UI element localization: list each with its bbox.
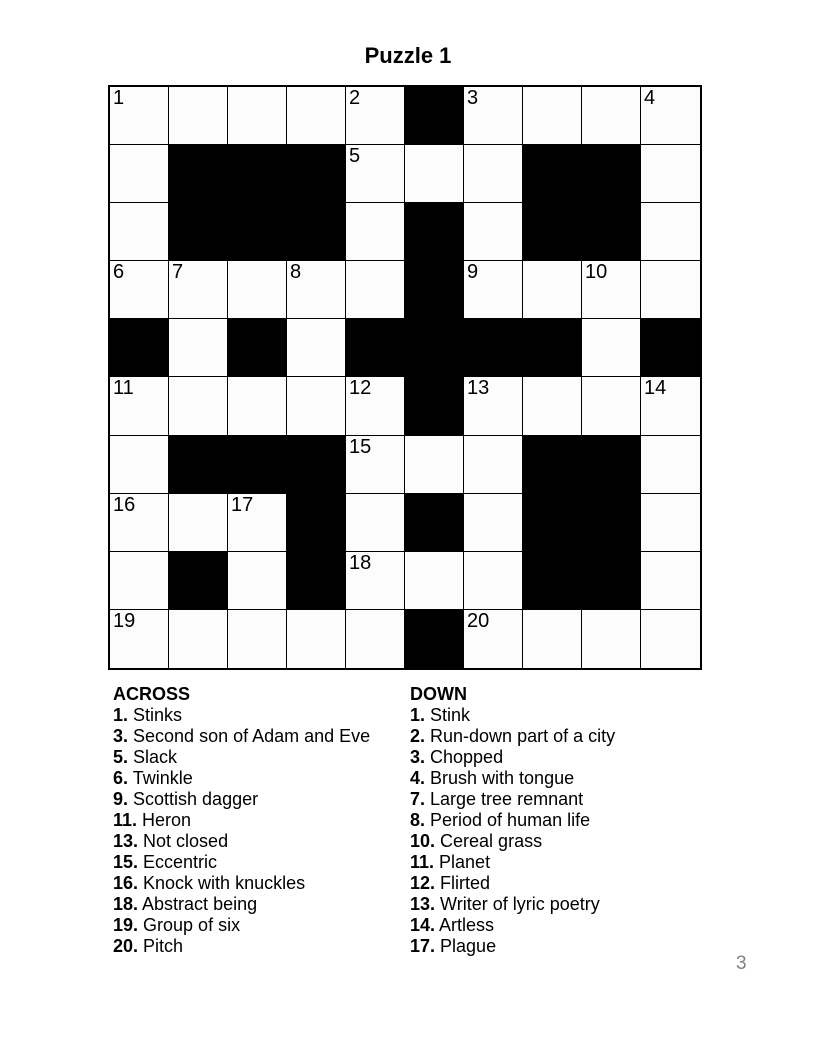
white-cell — [405, 436, 464, 494]
clue-number: 1. — [113, 705, 129, 725]
white-cell — [464, 610, 523, 668]
clue-item: 8. Period of human life — [410, 810, 591, 830]
white-cell — [464, 145, 523, 203]
clue-number: 13. — [113, 831, 139, 851]
clue-number: 13. — [410, 894, 436, 914]
cell-number: 19 — [113, 609, 136, 632]
clue-number: 11. — [410, 852, 435, 872]
clue-item: 19. Group of six — [113, 915, 241, 935]
across-heading: ACROSS — [113, 684, 191, 704]
black-cell — [346, 319, 405, 377]
black-cell — [287, 203, 346, 261]
black-cell — [169, 145, 228, 203]
white-cell — [110, 377, 169, 435]
white-cell — [346, 610, 405, 668]
clue-number: 12. — [410, 873, 436, 893]
white-cell — [228, 377, 287, 435]
clue-item: 3. Second son of Adam and Eve — [113, 726, 371, 746]
white-cell — [464, 261, 523, 319]
clue-item: 3. Chopped — [410, 747, 504, 767]
white-cell — [582, 319, 641, 377]
clue-number: 6. — [113, 768, 129, 788]
white-cell — [110, 261, 169, 319]
black-cell — [228, 436, 287, 494]
clue-item: 12. Flirted — [410, 873, 491, 893]
black-cell — [523, 436, 582, 494]
black-cell — [169, 203, 228, 261]
clue-number: 1. — [410, 705, 426, 725]
page-title: Puzzle 1 — [364, 43, 452, 68]
white-cell — [641, 436, 700, 494]
white-cell — [287, 261, 346, 319]
white-cell — [228, 87, 287, 145]
white-cell — [346, 261, 405, 319]
cell-number: 18 — [349, 551, 372, 574]
black-cell — [464, 319, 523, 377]
clue-item: 18. Abstract being — [113, 894, 258, 914]
black-cell — [523, 145, 582, 203]
clue-item: 6. Twinkle — [113, 768, 193, 788]
clue-number: 15. — [113, 852, 139, 872]
black-cell — [582, 145, 641, 203]
white-cell — [641, 261, 700, 319]
white-cell — [287, 87, 346, 145]
black-cell — [287, 552, 346, 610]
clue-number: 11. — [113, 810, 138, 830]
clue-item: 7. Large tree remnant — [410, 789, 584, 809]
cell-number: 3 — [467, 87, 479, 109]
clue-item: 14. Artless — [410, 915, 495, 935]
cell-number: 13 — [467, 377, 490, 400]
clue-item: 17. Plague — [410, 936, 497, 956]
white-cell — [464, 436, 523, 494]
clue-number: 16. — [113, 873, 139, 893]
white-cell — [582, 610, 641, 668]
white-cell — [464, 203, 523, 261]
clue-item: 16. Knock with knuckles — [113, 873, 306, 893]
black-cell — [287, 145, 346, 203]
clue-item: 2. Run-down part of a city — [410, 726, 616, 746]
clue-number: 3. — [113, 726, 129, 746]
white-cell — [523, 261, 582, 319]
white-cell — [110, 145, 169, 203]
clue-number: 7. — [410, 789, 426, 809]
white-cell — [346, 87, 405, 145]
white-cell — [464, 552, 523, 610]
clue-number: 19. — [113, 915, 139, 935]
white-cell — [287, 377, 346, 435]
clue-number: 5. — [113, 747, 129, 767]
black-cell — [169, 436, 228, 494]
white-cell — [641, 610, 700, 668]
page-number: 3 — [736, 953, 747, 974]
down-heading: DOWN — [410, 684, 467, 704]
white-cell — [110, 610, 169, 668]
crossword-grid — [108, 85, 702, 670]
black-cell — [405, 319, 464, 377]
clue-number: 2. — [410, 726, 426, 746]
black-cell — [169, 552, 228, 610]
black-cell — [110, 319, 169, 377]
white-cell — [110, 436, 169, 494]
cell-number: 6 — [113, 261, 125, 284]
white-cell — [641, 145, 700, 203]
cell-number: 14 — [644, 377, 667, 400]
white-cell — [641, 552, 700, 610]
clue-item: 10. Cereal grass — [410, 831, 543, 851]
white-cell — [228, 610, 287, 668]
cell-number: 20 — [467, 609, 490, 632]
cell-number: 12 — [349, 377, 372, 400]
cell-number: 1 — [113, 87, 125, 109]
down-clue-list — [410, 705, 722, 957]
white-cell — [228, 494, 287, 552]
black-cell — [228, 203, 287, 261]
white-cell — [582, 261, 641, 319]
clue-number: 4. — [410, 768, 426, 788]
white-cell — [169, 319, 228, 377]
white-cell — [110, 552, 169, 610]
clue-item: 20. Pitch — [113, 936, 184, 956]
down-clues-section — [410, 684, 722, 957]
cell-number: 4 — [644, 87, 656, 109]
clue-number: 10. — [410, 831, 436, 851]
white-cell — [523, 377, 582, 435]
cell-number: 5 — [349, 145, 361, 168]
black-cell — [641, 319, 700, 377]
white-cell — [346, 552, 405, 610]
black-cell — [405, 261, 464, 319]
clue-item: 13. Not closed — [113, 831, 229, 851]
white-cell — [169, 610, 228, 668]
white-cell — [346, 436, 405, 494]
black-cell — [228, 319, 287, 377]
white-cell — [641, 87, 700, 145]
cell-number: 2 — [349, 87, 361, 109]
clue-number: 9. — [113, 789, 129, 809]
black-cell — [405, 610, 464, 668]
cell-number: 17 — [231, 493, 254, 516]
white-cell — [346, 494, 405, 552]
white-cell — [169, 377, 228, 435]
across-clues-section — [113, 684, 391, 957]
clue-number: 14. — [410, 915, 436, 935]
white-cell — [641, 203, 700, 261]
cell-number: 11 — [113, 377, 134, 400]
cell-number: 15 — [349, 435, 372, 458]
clue-number: 18. — [113, 894, 139, 914]
white-cell — [346, 377, 405, 435]
white-cell — [110, 203, 169, 261]
black-cell — [582, 494, 641, 552]
white-cell — [169, 87, 228, 145]
cell-number: 8 — [290, 261, 302, 284]
white-cell — [464, 87, 523, 145]
clue-item: 4. Brush with tongue — [410, 768, 575, 788]
white-cell — [582, 87, 641, 145]
white-cell — [582, 377, 641, 435]
black-cell — [523, 552, 582, 610]
black-cell — [582, 203, 641, 261]
clue-item: 5. Slack — [113, 747, 178, 767]
white-cell — [641, 377, 700, 435]
cell-number: 10 — [585, 261, 608, 284]
cell-number: 9 — [467, 261, 479, 284]
white-cell — [405, 145, 464, 203]
clue-item: 9. Scottish dagger — [113, 789, 259, 809]
clue-number: 3. — [410, 747, 426, 767]
cell-number: 7 — [172, 261, 184, 284]
white-cell — [169, 494, 228, 552]
white-cell — [346, 203, 405, 261]
white-cell — [287, 319, 346, 377]
black-cell — [287, 494, 346, 552]
black-cell — [582, 552, 641, 610]
white-cell — [405, 552, 464, 610]
white-cell — [464, 377, 523, 435]
across-clue-list — [113, 705, 391, 957]
black-cell — [523, 494, 582, 552]
clue-number: 17. — [410, 936, 436, 956]
white-cell — [110, 494, 169, 552]
clue-item: 1. Stinks — [113, 705, 183, 725]
black-cell — [228, 145, 287, 203]
white-cell — [464, 494, 523, 552]
white-cell — [169, 261, 228, 319]
clue-item: 1. Stink — [410, 705, 471, 725]
clue-item: 15. Eccentric — [113, 852, 218, 872]
black-cell — [405, 494, 464, 552]
white-cell — [641, 494, 700, 552]
black-cell — [405, 203, 464, 261]
clue-item: 11. Planet — [410, 852, 491, 872]
black-cell — [523, 319, 582, 377]
white-cell — [228, 261, 287, 319]
black-cell — [405, 377, 464, 435]
clue-number: 20. — [113, 936, 139, 956]
white-cell — [287, 610, 346, 668]
black-cell — [582, 436, 641, 494]
white-cell — [523, 610, 582, 668]
black-cell — [405, 87, 464, 145]
clue-item: 11. Heron — [113, 810, 192, 830]
white-cell — [346, 145, 405, 203]
white-cell — [110, 87, 169, 145]
black-cell — [523, 203, 582, 261]
clue-item: 13. Writer of lyric poetry — [410, 894, 600, 914]
white-cell — [523, 87, 582, 145]
black-cell — [287, 436, 346, 494]
white-cell — [228, 552, 287, 610]
cell-number: 16 — [113, 493, 136, 516]
clue-number: 8. — [410, 810, 426, 830]
